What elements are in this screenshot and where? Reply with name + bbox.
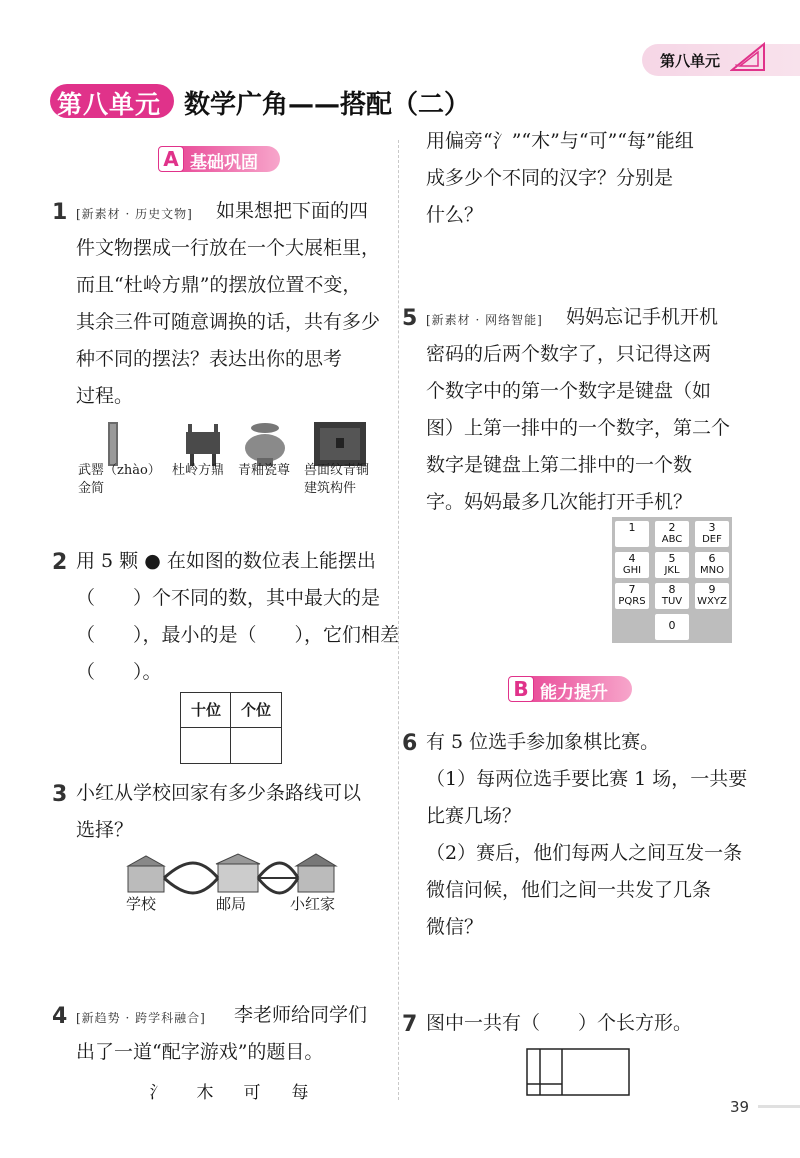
table-header-ones: 个位 xyxy=(240,701,271,719)
question-text: 种不同的摆法？表达出你的思考 xyxy=(76,348,343,370)
bronze-component-image xyxy=(314,422,366,466)
question-text: （ ）。 xyxy=(76,661,162,683)
radical-char: 木 xyxy=(196,1083,214,1103)
question-text: 李老师给同学们 xyxy=(234,1004,368,1026)
question-text: 微信？ xyxy=(426,916,484,938)
question-tag: [新素材 · 历史文物] xyxy=(76,207,193,221)
keypad-key: 0 xyxy=(655,614,689,640)
question-text: 数字是键盘上第二排中的一个数 xyxy=(426,454,693,476)
keypad-key: 3 DEF xyxy=(695,521,729,547)
caption: 武罂（zhào） xyxy=(78,463,161,478)
question-text: 其余三件可随意调换的话，共有多少 xyxy=(76,311,381,333)
celadon-zun-image xyxy=(245,423,285,466)
question-number: 1 xyxy=(52,200,68,225)
page-number: 39 xyxy=(730,1098,750,1116)
section-a-label: 基础巩固 xyxy=(190,153,258,173)
question-text: 成多少个不同的汉字？分别是 xyxy=(426,167,674,189)
keypad-key: 8 TUV xyxy=(655,583,689,609)
question-text: 比赛几场？ xyxy=(426,805,522,827)
keypad-key: 4 GHI xyxy=(615,552,649,578)
place-label: 邮局 xyxy=(216,895,247,913)
radical-char: 可 xyxy=(243,1083,261,1103)
keypad-key: 6 MNO xyxy=(695,552,729,578)
question-text: 而且“杜岭方鼎”的摆放位置不变， xyxy=(76,274,362,296)
keypad-key: 7 PQRS xyxy=(615,583,649,609)
question-number: 4 xyxy=(52,1004,68,1029)
question-text: （ ）个不同的数，其中最大的是 xyxy=(76,587,381,609)
question-text: （2）赛后，他们每两人之间互发一条 xyxy=(426,842,743,864)
question-text: 字。妈妈最多几次能打开手机？ xyxy=(426,491,693,513)
question-number: 6 xyxy=(402,731,418,756)
question-text: 什么？ xyxy=(426,204,484,226)
question-text: 出了一道“配字游戏”的题目。 xyxy=(76,1041,324,1063)
place-label: 学校 xyxy=(126,895,157,913)
set-square-icon xyxy=(730,42,766,72)
gold-slip-image xyxy=(108,422,118,466)
phone-keypad xyxy=(612,517,732,643)
question-text: 个数字中的第一个数字是键盘（如 xyxy=(426,380,712,402)
route-map xyxy=(126,852,356,896)
question-number: 5 xyxy=(402,306,418,331)
question-text: 图）上第一排中的一个数字，第二个 xyxy=(426,417,731,439)
question-text: 小红从学校回家有多少条路线可以 xyxy=(76,782,362,804)
question-text: 微信问候，他们之间一共发了几条 xyxy=(426,879,712,901)
caption: 兽面纹青铜 xyxy=(304,463,370,478)
artifact-images xyxy=(100,420,380,468)
question-text: 用偏旁“氵”“木”与“可”“每”能组 xyxy=(426,130,694,152)
table-header-tens: 十位 xyxy=(190,701,221,719)
caption: 金简 xyxy=(78,481,105,496)
section-b-label: 能力提升 xyxy=(540,683,608,703)
title-badge-text: 第八单元 xyxy=(57,90,162,119)
question-text: （ ），最小的是（ ），它们相差 xyxy=(76,624,400,646)
caption: 杜岭方鼎 xyxy=(172,463,225,478)
caption: 建筑构件 xyxy=(304,481,357,496)
question-number: 2 xyxy=(52,550,68,575)
keypad-key: 9 WXYZ xyxy=(695,583,729,609)
section-a-letter: A xyxy=(158,146,184,172)
question-text: 如果想把下面的四 xyxy=(216,200,369,222)
keypad-key: 2 ABC xyxy=(655,521,689,547)
place-value-table xyxy=(180,692,282,764)
unit-tag-label: 第八单元 xyxy=(660,52,721,70)
section-b-letter: B xyxy=(508,676,534,702)
page-number-bar xyxy=(758,1105,800,1108)
question-number: 3 xyxy=(52,782,68,807)
page-title: 数学广角——搭配（二） xyxy=(184,90,471,120)
radical-char: 氵 xyxy=(149,1083,167,1103)
caption: 青釉瓷尊 xyxy=(238,463,291,478)
question-tag: [新素材 · 网络智能] xyxy=(426,313,543,327)
ding-vessel-image xyxy=(186,424,220,466)
rectangle-figure xyxy=(526,1048,630,1096)
question-text: 有 5 位选手参加象棋比赛。 xyxy=(426,731,660,753)
keypad-key: 5 JKL xyxy=(655,552,689,578)
question-text: 图中一共有（ ）个长方形。 xyxy=(426,1012,693,1034)
question-text: 妈妈忘记手机开机 xyxy=(566,306,719,328)
question-tag: [新趋势 · 跨学科融合] xyxy=(76,1011,206,1025)
radical-char: 每 xyxy=(291,1083,309,1103)
question-text: 用 5 颗 ● 在如图的数位表上能摆出 xyxy=(76,550,376,572)
question-text: （1）每两位选手要比赛 1 场，一共要 xyxy=(426,768,748,790)
question-text: 件文物摆成一行放在一个大展柜里， xyxy=(76,237,381,259)
keypad-key: 1 xyxy=(615,521,649,547)
question-text: 选择？ xyxy=(76,819,134,841)
question-number: 7 xyxy=(402,1012,418,1037)
place-label: 小红家 xyxy=(290,895,336,913)
question-text: 密码的后两个数字了，只记得这两 xyxy=(426,343,712,365)
question-text: 过程。 xyxy=(76,385,134,407)
